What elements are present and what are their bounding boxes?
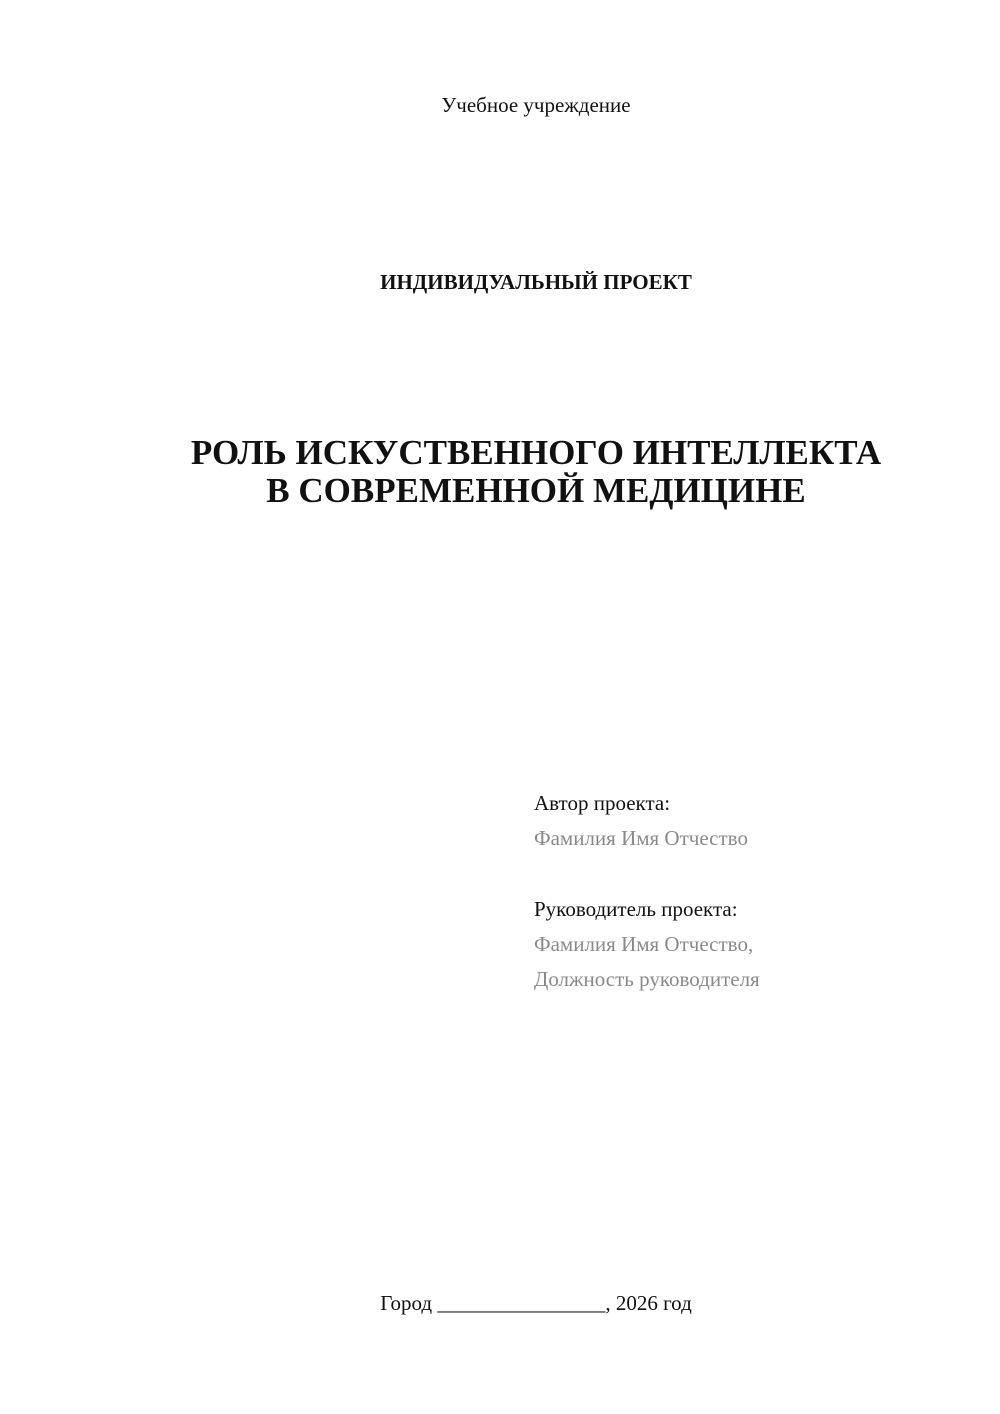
document-title: [0, 434, 1000, 510]
supervisor-name: Фамилия Имя Отчество,: [534, 932, 754, 956]
supervisor-label: Руководитель проекта:: [534, 897, 738, 921]
supervisor-position: Должность руководителя: [534, 967, 760, 991]
title-line-2: В СОВРЕМЕННОЙ МЕДИЦИНЕ: [266, 471, 806, 510]
author-label: Автор проекта:: [534, 791, 671, 815]
institution-name: Учебное учреждение: [441, 93, 631, 117]
project-meta: [534, 786, 974, 997]
city-year-line: Город ________________, 2026 год: [380, 1291, 692, 1315]
title-line-1: РОЛЬ ИСКУСТВЕННОГО ИНТЕЛЛЕКТА: [190, 433, 882, 472]
author-name: Фамилия Имя Отчество: [534, 826, 748, 850]
meta-spacer: [534, 856, 974, 892]
document-type: ИНДИВИДУАЛЬНЫЙ ПРОЕКТ: [380, 270, 692, 294]
